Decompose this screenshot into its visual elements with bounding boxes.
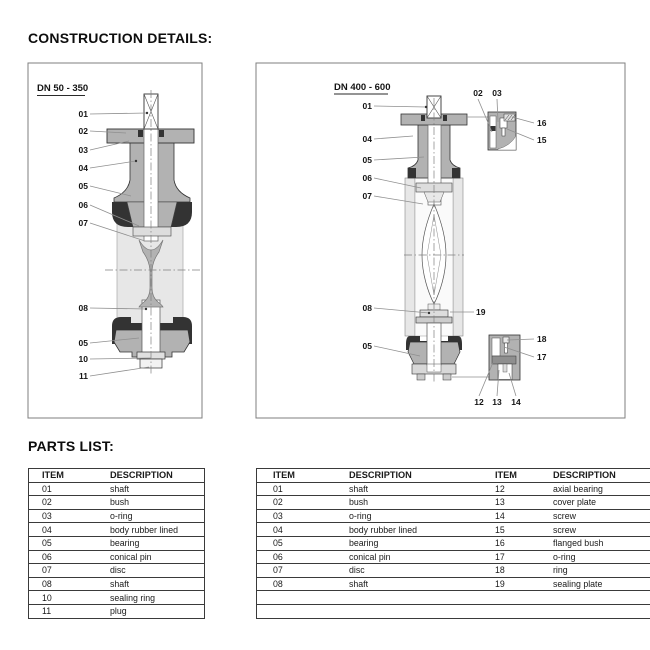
bush-right bbox=[443, 115, 447, 121]
callout-10: 10 bbox=[78, 354, 88, 364]
callout-18: 18 bbox=[537, 334, 547, 344]
desc-cell: disc bbox=[110, 565, 126, 576]
table-row bbox=[29, 591, 205, 605]
callout-17: 17 bbox=[537, 352, 547, 362]
item-cell: 03 bbox=[42, 511, 52, 522]
bush-left bbox=[421, 115, 425, 121]
callout-01: 01 bbox=[78, 109, 88, 119]
inset-slot bbox=[492, 338, 500, 356]
desc-cell: body rubber lined bbox=[110, 524, 178, 535]
col-header-description: DESCRIPTION bbox=[349, 470, 412, 481]
parts-list-title: PARTS LIST: bbox=[28, 438, 114, 454]
callout-11: 11 bbox=[79, 371, 88, 381]
callout-06: 06 bbox=[362, 173, 372, 183]
table-row-empty bbox=[257, 591, 650, 605]
item-cell: 16 bbox=[495, 538, 505, 549]
parts-table-left bbox=[28, 468, 205, 619]
item-cell: 14 bbox=[495, 511, 505, 522]
desc-cell: screw bbox=[553, 524, 576, 535]
callout-14: 14 bbox=[511, 397, 521, 407]
table-row bbox=[257, 509, 650, 523]
callout-12: 12 bbox=[474, 397, 484, 407]
bush-left bbox=[138, 130, 143, 137]
bolt-left bbox=[417, 374, 425, 380]
screw-stem bbox=[502, 128, 505, 136]
bolt-right bbox=[443, 374, 451, 380]
table-row bbox=[257, 496, 650, 510]
diagram-dn50-350 bbox=[28, 63, 202, 418]
desc-cell: disc bbox=[349, 565, 365, 576]
table-row-empty bbox=[257, 604, 650, 618]
item-cell: 03 bbox=[273, 511, 283, 522]
upper-seal-right bbox=[452, 168, 460, 178]
item-cell: 02 bbox=[273, 497, 283, 508]
item-cell: 05 bbox=[273, 538, 283, 549]
desc-cell: sealing ring bbox=[110, 592, 155, 603]
callout-19: 19 bbox=[476, 307, 486, 317]
desc-cell: shaft bbox=[349, 579, 369, 590]
table-row bbox=[257, 550, 650, 564]
desc-cell: body rubber lined bbox=[349, 524, 417, 535]
col-header-description2: DESCRIPTION bbox=[553, 470, 616, 481]
table-row bbox=[257, 536, 650, 550]
axial-bearing-detail bbox=[492, 356, 516, 364]
desc-cell: conical pin bbox=[349, 551, 391, 562]
item-cell: 07 bbox=[273, 565, 283, 576]
parts-table-right bbox=[256, 468, 650, 619]
desc-cell: shaft bbox=[110, 483, 130, 494]
desc-cell: bush bbox=[349, 497, 369, 508]
callout-04: 04 bbox=[362, 134, 372, 144]
callout-05: 05 bbox=[78, 181, 88, 191]
item-cell: 02 bbox=[42, 497, 52, 508]
desc-cell: cover plate bbox=[553, 497, 597, 508]
desc-cell: flanged bush bbox=[553, 538, 604, 549]
item-cell: 15 bbox=[495, 524, 505, 535]
desc-cell: o-ring bbox=[110, 511, 133, 522]
table-row bbox=[257, 564, 650, 578]
diagram-right-label: DN 400 - 600 bbox=[334, 82, 391, 93]
item-cell bbox=[257, 591, 334, 605]
col-header-item2: ITEM bbox=[495, 470, 517, 481]
desc-cell: bearing bbox=[110, 538, 140, 549]
inset-slot bbox=[490, 116, 496, 148]
table-row bbox=[257, 482, 650, 496]
item-cell: 17 bbox=[495, 551, 505, 562]
screw-detail bbox=[503, 364, 507, 372]
callout-02: 02 bbox=[78, 126, 88, 136]
callout-05b: 05 bbox=[78, 338, 88, 348]
desc-cell: ring bbox=[553, 565, 568, 576]
col-header-item: ITEM bbox=[42, 470, 64, 481]
desc-cell: o-ring bbox=[349, 511, 372, 522]
item-cell bbox=[257, 604, 334, 618]
item-cell: 08 bbox=[42, 579, 52, 590]
desc-cell: sealing plate bbox=[553, 579, 603, 590]
callout-16: 16 bbox=[537, 118, 547, 128]
callout-03: 03 bbox=[78, 145, 88, 155]
callout-08: 08 bbox=[78, 303, 88, 313]
desc-cell: bearing bbox=[349, 538, 379, 549]
callout-02: 02 bbox=[473, 88, 483, 98]
col-header-description: DESCRIPTION bbox=[110, 470, 173, 481]
table-row bbox=[257, 577, 650, 591]
table-row bbox=[29, 523, 205, 537]
callout-13: 13 bbox=[492, 397, 502, 407]
table-row bbox=[29, 564, 205, 578]
desc-cell bbox=[551, 604, 650, 618]
item-cell: 05 bbox=[42, 538, 52, 549]
construction-details-title: CONSTRUCTION DETAILS: bbox=[28, 30, 213, 46]
item-cell: 06 bbox=[42, 551, 52, 562]
table-row bbox=[29, 577, 205, 591]
callout-01: 01 bbox=[362, 101, 372, 111]
table-row bbox=[29, 482, 205, 496]
desc-cell: plug bbox=[110, 606, 127, 617]
item-cell: 01 bbox=[42, 483, 52, 494]
callout-05: 05 bbox=[362, 155, 372, 165]
item-cell: 11 bbox=[42, 606, 52, 617]
table-row bbox=[29, 496, 205, 510]
table-row bbox=[29, 509, 205, 523]
item-cell: 18 bbox=[495, 565, 505, 576]
item-cell: 08 bbox=[273, 579, 283, 590]
item-cell: 13 bbox=[495, 497, 505, 508]
callout-03: 03 bbox=[492, 88, 502, 98]
desc-cell: conical pin bbox=[110, 551, 152, 562]
item-cell: 19 bbox=[495, 579, 505, 590]
col-header-item: ITEM bbox=[273, 470, 295, 481]
table-row bbox=[29, 536, 205, 550]
desc-cell bbox=[333, 604, 491, 618]
lower-shaft bbox=[427, 323, 441, 365]
item-cell: 10 bbox=[42, 592, 52, 603]
table-row bbox=[29, 550, 205, 564]
bush-right bbox=[159, 130, 164, 137]
item-cell: 07 bbox=[42, 565, 52, 576]
callout-15: 15 bbox=[537, 135, 547, 145]
desc-cell: axial bearing bbox=[553, 483, 603, 494]
item-cell bbox=[491, 604, 551, 618]
desc-cell: shaft bbox=[110, 579, 130, 590]
item-cell: 12 bbox=[495, 483, 505, 494]
desc-cell: bush bbox=[110, 497, 130, 508]
conical-pin bbox=[133, 227, 171, 236]
callout-04: 04 bbox=[78, 163, 88, 173]
callout-05b: 05 bbox=[362, 341, 372, 351]
table-row bbox=[257, 523, 650, 537]
item-cell: 01 bbox=[273, 483, 283, 494]
desc-cell bbox=[551, 591, 650, 605]
callout-08: 08 bbox=[362, 303, 372, 313]
item-cell bbox=[491, 591, 551, 605]
desc-cell: o-ring bbox=[553, 551, 576, 562]
desc-cell bbox=[333, 591, 491, 605]
diagram-dn400-600 bbox=[256, 63, 625, 418]
callout-07: 07 bbox=[78, 218, 88, 228]
item-cell: 06 bbox=[273, 551, 283, 562]
callout-07: 07 bbox=[362, 191, 372, 201]
table-header-row bbox=[257, 469, 650, 483]
callout-06: 06 bbox=[78, 200, 88, 210]
table-header-row bbox=[29, 469, 205, 483]
item-cell: 04 bbox=[273, 524, 283, 535]
desc-cell: screw bbox=[553, 511, 576, 522]
diagram-left-label: DN 50 - 350 bbox=[37, 83, 89, 94]
table-row bbox=[29, 604, 205, 618]
upper-seal-left bbox=[408, 168, 416, 178]
desc-cell: shaft bbox=[349, 483, 369, 494]
item-cell: 04 bbox=[42, 524, 52, 535]
